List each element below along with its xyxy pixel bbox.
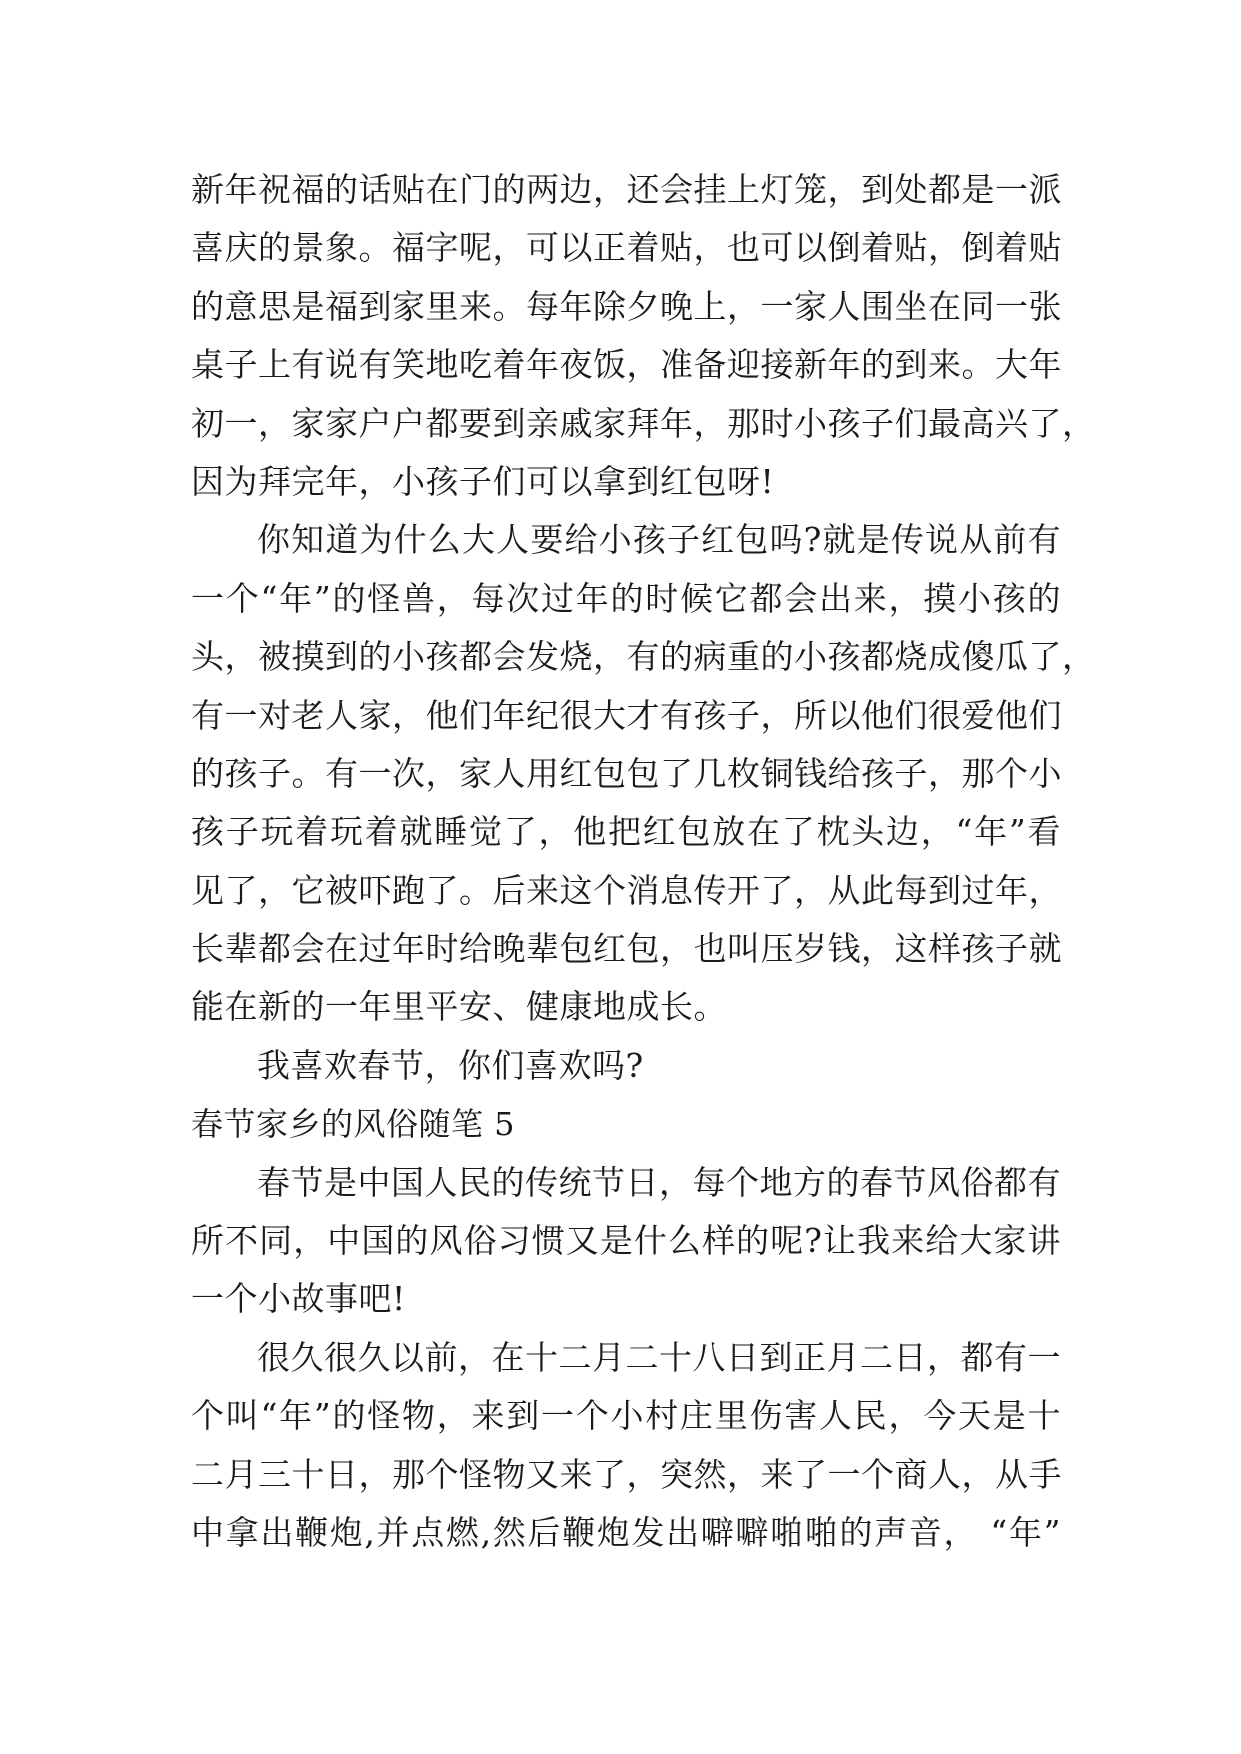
text-line: 你知道为什么大人要给小孩子红包吗?就是传说从前有 (257, 520, 1061, 560)
text-line: 一个小故事吧! (191, 1279, 406, 1319)
text-line: 的孩子。有一次，家人用红包包了几枚铜钱给孩子，那个小 (191, 753, 1062, 793)
text-line: 中拿出鞭炮,并点燃,然后鞭炮发出噼噼啪啪的声音， “年” (191, 1512, 1061, 1552)
text-line: 有一对老人家，他们年纪很大才有孩子，所以他们很爱他们 (191, 695, 1062, 735)
text-line: 的意思是福到家里来。每年除夕晚上，一家人围坐在同一张 (191, 286, 1062, 326)
text-line: 长辈都会在过年时给晚辈包红包，也叫压岁钱，这样孩子就 (191, 929, 1062, 969)
text-line: 个叫“年”的怪物，来到一个小村庄里伤害人民，今天是十 (191, 1396, 1061, 1436)
document-body (191, 161, 1096, 1562)
section-heading (191, 1095, 1061, 1153)
text-line: 喜庆的景象。福字呢，可以正着贴，也可以倒着贴，倒着贴 (191, 228, 1062, 268)
text-line: 见了，它被吓跑了。后来这个消息传开了，从此每到过年， (191, 870, 1062, 910)
text-line: 桌子上有说有笑地吃着年夜饭，准备迎接新年的到来。大年 (191, 345, 1062, 385)
text-line: 因为拜完年，小孩子们可以拿到红包呀! (191, 461, 775, 501)
paragraph (191, 1154, 1061, 1329)
text-line: 所不同，中国的风俗习惯又是什么样的呢?让我来给大家讲 (191, 1221, 1061, 1261)
text-line: 能在新的一年里平安、健康地成长。 (191, 987, 727, 1027)
heading-text: 春节家乡的风俗随笔 5 (191, 1105, 516, 1144)
text-line: 我喜欢春节，你们喜欢吗? (257, 1045, 644, 1085)
text-line: 新年祝福的话贴在门的两边，还会挂上灯笼，到处都是一派 (191, 170, 1062, 209)
text-line: 头，被摸到的小孩都会发烧，有的病重的小孩都烧成傻瓜了， (191, 637, 1096, 677)
text-line: 初一，家家户户都要到亲戚家拜年，那时小孩子们最高兴了， (191, 403, 1096, 443)
paragraph (191, 161, 1096, 511)
paragraph (191, 511, 1096, 1037)
text-line: 春节是中国人民的传统节日，每个地方的春节风俗都有 (257, 1162, 1061, 1202)
text-line: 很久很久以前，在十二月二十八日到正月二日，都有一 (257, 1337, 1061, 1377)
paragraph (191, 1037, 1061, 1095)
paragraph (191, 1329, 1061, 1563)
text-line: 二月三十日，那个怪物又来了，突然，来了一个商人，从手 (191, 1454, 1062, 1494)
text-line: 一个“年”的怪兽，每次过年的时候它都会出来，摸小孩的 (191, 578, 1061, 618)
text-line: 孩子玩着玩着就睡觉了，他把红包放在了枕头边，“年”看 (191, 812, 1061, 852)
